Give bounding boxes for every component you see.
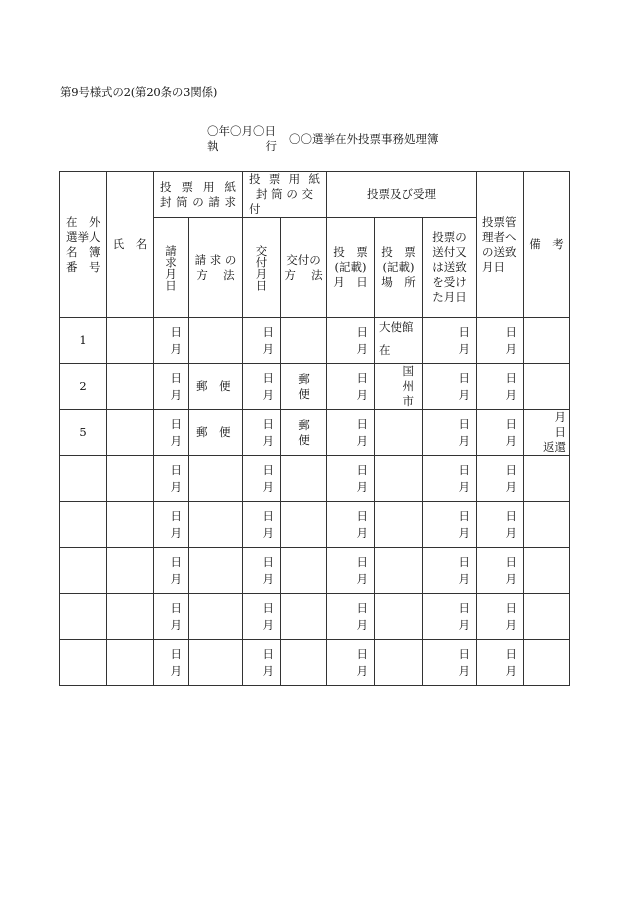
row-delivery-method[interactable] bbox=[281, 318, 327, 364]
row-delivery-date[interactable] bbox=[243, 364, 281, 410]
row-request-method[interactable] bbox=[189, 410, 243, 456]
row-name[interactable] bbox=[107, 594, 154, 640]
header-line: 投 票 用 紙 bbox=[160, 179, 236, 194]
request-date-day-mark: 日 bbox=[170, 324, 182, 339]
vote-date-day-mark: 日 bbox=[356, 324, 368, 339]
remarks-line: 月 bbox=[554, 410, 566, 424]
header-remarks: 備 考 bbox=[524, 172, 570, 318]
row-request-date[interactable] bbox=[154, 410, 189, 456]
row-request-date[interactable] bbox=[154, 548, 189, 594]
row-delivery-date[interactable] bbox=[243, 640, 281, 686]
vote-place-line: 州 bbox=[402, 379, 414, 393]
header-row-1 bbox=[60, 172, 570, 218]
request-date-month-mark: 月 bbox=[170, 479, 182, 494]
header-line: 場 所 bbox=[381, 275, 416, 289]
row-request-date[interactable] bbox=[154, 594, 189, 640]
delivery-of-ballot-month-mark: 月 bbox=[458, 387, 470, 402]
header-line: 投票の bbox=[432, 230, 467, 244]
header-delivery-date-text: 交付月日 bbox=[254, 244, 269, 291]
row-name[interactable] bbox=[107, 410, 154, 456]
row-delivery-date[interactable] bbox=[243, 502, 281, 548]
header-voter-no bbox=[60, 172, 107, 318]
header-request-date bbox=[154, 218, 189, 318]
vote-date-month-mark: 月 bbox=[356, 479, 368, 494]
table-row bbox=[60, 318, 570, 364]
row-sent-to-manager-date[interactable] bbox=[477, 456, 524, 502]
sent-to-manager-day-mark: 日 bbox=[505, 324, 517, 339]
header-line: 送付又 bbox=[432, 245, 467, 259]
header-line: 理者へ bbox=[482, 229, 517, 244]
ledger-table bbox=[59, 171, 570, 686]
row-voter-no[interactable] bbox=[60, 548, 107, 594]
delivery-date-month-mark: 月 bbox=[262, 663, 274, 678]
row-vote-place[interactable] bbox=[375, 548, 423, 594]
sent-to-manager-day-mark: 日 bbox=[505, 600, 517, 615]
request-date-day-mark: 日 bbox=[170, 370, 182, 385]
row-voter-no-text: 5 bbox=[79, 425, 87, 439]
row-vote-date[interactable] bbox=[327, 456, 375, 502]
request-date-month-mark: 月 bbox=[170, 663, 182, 678]
delivery-of-ballot-month-mark: 月 bbox=[458, 479, 470, 494]
delivery-date-day-mark: 日 bbox=[262, 554, 274, 569]
row-vote-place[interactable] bbox=[375, 640, 423, 686]
row-delivery-of-ballot-date[interactable] bbox=[423, 410, 477, 456]
header-line: を受け bbox=[432, 275, 467, 289]
header-vote-receipt-group: 投票及び受理 bbox=[327, 172, 477, 218]
row-vote-place[interactable] bbox=[375, 364, 423, 410]
request-date-month-mark: 月 bbox=[170, 387, 182, 402]
header-line: 封 筒 の 請 求 bbox=[160, 194, 236, 209]
header-line: の送致 bbox=[482, 244, 517, 259]
header-line: 封 筒 の 交 付 bbox=[249, 187, 313, 216]
sent-to-manager-day-mark: 日 bbox=[505, 554, 517, 569]
delivery-of-ballot-day-mark: 日 bbox=[458, 600, 470, 615]
row-remarks[interactable] bbox=[524, 456, 570, 502]
header-line: (記載) bbox=[382, 260, 415, 274]
row-sent-to-manager-date[interactable] bbox=[477, 318, 524, 364]
table-row bbox=[60, 364, 570, 410]
delivery-date-day-mark: 日 bbox=[262, 370, 274, 385]
row-request-date[interactable] bbox=[154, 640, 189, 686]
row-name[interactable] bbox=[107, 456, 154, 502]
row-sent-to-manager-date[interactable] bbox=[477, 548, 524, 594]
delivery-of-ballot-day-mark: 日 bbox=[458, 370, 470, 385]
request-date-month-mark: 月 bbox=[170, 433, 182, 448]
row-delivery-date[interactable] bbox=[243, 318, 281, 364]
row-delivery-method[interactable] bbox=[281, 594, 327, 640]
row-name[interactable] bbox=[107, 318, 154, 364]
delivery-date-month-mark: 月 bbox=[262, 525, 274, 540]
row-voter-no[interactable] bbox=[60, 364, 107, 410]
delivery-of-ballot-day-mark: 日 bbox=[458, 554, 470, 569]
vote-date-month-mark: 月 bbox=[356, 571, 368, 586]
header-line: 月 日 bbox=[333, 275, 368, 289]
row-voter-no[interactable] bbox=[60, 410, 107, 456]
row-delivery-of-ballot-date[interactable] bbox=[423, 502, 477, 548]
sent-to-manager-day-mark: 日 bbox=[505, 416, 517, 431]
delivery-date-month-mark: 月 bbox=[262, 341, 274, 356]
row-delivery-method-text: 郵 便 bbox=[298, 417, 322, 447]
table-row bbox=[60, 456, 570, 502]
row-request-method[interactable] bbox=[189, 318, 243, 364]
request-date-month-mark: 月 bbox=[170, 571, 182, 586]
sent-to-manager-month-mark: 月 bbox=[505, 525, 517, 540]
ledger-body bbox=[60, 318, 570, 686]
form-number: 第9号様式の2(第20条の3関係) bbox=[60, 85, 218, 99]
header-vote-place bbox=[375, 218, 423, 318]
sent-to-manager-day-mark: 日 bbox=[505, 508, 517, 523]
sent-to-manager-month-mark: 月 bbox=[505, 433, 517, 448]
header-voter-no-line: 番 号 bbox=[66, 259, 101, 274]
row-request-method[interactable] bbox=[189, 502, 243, 548]
row-vote-date[interactable] bbox=[327, 548, 375, 594]
delivery-of-ballot-month-mark: 月 bbox=[458, 341, 470, 356]
row-sent-to-manager-date[interactable] bbox=[477, 594, 524, 640]
row-voter-no-text: 2 bbox=[79, 379, 87, 393]
vote-place-country: 在 bbox=[379, 342, 391, 357]
row-voter-no-text: 1 bbox=[79, 333, 87, 347]
row-request-date[interactable] bbox=[154, 364, 189, 410]
vote-date-month-mark: 月 bbox=[356, 617, 368, 632]
row-remarks[interactable] bbox=[524, 548, 570, 594]
row-remarks[interactable] bbox=[524, 410, 570, 456]
delivery-date-day-mark: 日 bbox=[262, 416, 274, 431]
header-delivery-of-ballot bbox=[423, 218, 477, 318]
row-remarks[interactable] bbox=[524, 594, 570, 640]
header-ballot-delivery-group bbox=[243, 172, 327, 218]
table-row bbox=[60, 548, 570, 594]
sent-to-manager-month-mark: 月 bbox=[505, 387, 517, 402]
row-voter-no[interactable] bbox=[60, 456, 107, 502]
row-delivery-of-ballot-date[interactable] bbox=[423, 548, 477, 594]
vote-date-day-mark: 日 bbox=[356, 646, 368, 661]
header-line: 交付の bbox=[286, 252, 321, 267]
row-vote-date[interactable] bbox=[327, 364, 375, 410]
table-row bbox=[60, 410, 570, 456]
row-vote-date[interactable] bbox=[327, 594, 375, 640]
delivery-of-ballot-month-mark: 月 bbox=[458, 433, 470, 448]
vote-date-month-mark: 月 bbox=[356, 525, 368, 540]
delivery-date-day-mark: 日 bbox=[262, 324, 274, 339]
row-remarks[interactable] bbox=[524, 502, 570, 548]
vote-date-month-mark: 月 bbox=[356, 387, 368, 402]
row-request-method[interactable] bbox=[189, 640, 243, 686]
delivery-date-day-mark: 日 bbox=[262, 508, 274, 523]
request-date-day-mark: 日 bbox=[170, 600, 182, 615]
row-vote-date[interactable] bbox=[327, 318, 375, 364]
row-delivery-method[interactable] bbox=[281, 502, 327, 548]
document-title: 〇〇選挙在外投票事務処理簿 bbox=[289, 132, 439, 146]
header-line: 投 票 bbox=[381, 245, 416, 259]
sent-to-manager-month-mark: 月 bbox=[505, 479, 517, 494]
vote-date-month-mark: 月 bbox=[356, 663, 368, 678]
delivery-of-ballot-day-mark: 日 bbox=[458, 324, 470, 339]
row-request-date[interactable] bbox=[154, 456, 189, 502]
delivery-of-ballot-day-mark: 日 bbox=[458, 416, 470, 431]
remarks-line: 返還 bbox=[543, 440, 566, 454]
sent-to-manager-day-mark: 日 bbox=[505, 370, 517, 385]
vote-date-day-mark: 日 bbox=[356, 554, 368, 569]
date-line: 〇年〇月〇日 bbox=[207, 124, 276, 138]
delivery-date-month-mark: 月 bbox=[262, 617, 274, 632]
header-line: 請 求 の bbox=[194, 252, 237, 267]
header-line: 月日 bbox=[482, 259, 505, 274]
table-row bbox=[60, 640, 570, 686]
vote-date-day-mark: 日 bbox=[356, 416, 368, 431]
delivery-of-ballot-day-mark: 日 bbox=[458, 646, 470, 661]
date-block bbox=[207, 124, 277, 154]
row-remarks[interactable] bbox=[524, 318, 570, 364]
delivery-date-day-mark: 日 bbox=[262, 646, 274, 661]
vote-place-line: 市 bbox=[402, 394, 414, 408]
vote-date-day-mark: 日 bbox=[356, 508, 368, 523]
row-delivery-date[interactable] bbox=[243, 548, 281, 594]
vote-place-embassy: 大使館 bbox=[379, 319, 414, 334]
request-date-day-mark: 日 bbox=[170, 462, 182, 477]
execute-char-1: 執 bbox=[207, 139, 219, 153]
row-vote-date[interactable] bbox=[327, 640, 375, 686]
request-date-month-mark: 月 bbox=[170, 341, 182, 356]
vote-date-day-mark: 日 bbox=[356, 370, 368, 385]
row-request-method[interactable] bbox=[189, 594, 243, 640]
request-date-month-mark: 月 bbox=[170, 525, 182, 540]
row-name[interactable] bbox=[107, 548, 154, 594]
execute-label bbox=[207, 139, 277, 154]
header-line: た月日 bbox=[432, 290, 467, 304]
header-line: 投 票 bbox=[333, 245, 368, 259]
header-line: (記載) bbox=[334, 260, 367, 274]
delivery-of-ballot-month-mark: 月 bbox=[458, 525, 470, 540]
request-date-day-mark: 日 bbox=[170, 554, 182, 569]
delivery-of-ballot-day-mark: 日 bbox=[458, 462, 470, 477]
delivery-date-month-mark: 月 bbox=[262, 479, 274, 494]
header-voter-no-line: 在 外 bbox=[66, 214, 101, 229]
row-delivery-date[interactable] bbox=[243, 456, 281, 502]
row-remarks[interactable] bbox=[524, 364, 570, 410]
row-voter-no[interactable] bbox=[60, 594, 107, 640]
header-name: 氏 名 bbox=[107, 172, 154, 318]
row-request-method[interactable] bbox=[189, 364, 243, 410]
sent-to-manager-month-mark: 月 bbox=[505, 341, 517, 356]
header-voter-no-line: 選挙人 bbox=[66, 229, 101, 244]
header-line: 方 法 bbox=[196, 267, 235, 282]
header-delivery-method bbox=[281, 218, 327, 318]
vote-date-day-mark: 日 bbox=[356, 600, 368, 615]
sent-to-manager-day-mark: 日 bbox=[505, 462, 517, 477]
header-request-method bbox=[189, 218, 243, 318]
row-voter-no[interactable] bbox=[60, 318, 107, 364]
header-line: 方 法 bbox=[284, 267, 323, 282]
sent-to-manager-day-mark: 日 bbox=[505, 646, 517, 661]
header-delivery-date bbox=[243, 218, 281, 318]
delivery-date-month-mark: 月 bbox=[262, 387, 274, 402]
row-sent-to-manager-date[interactable] bbox=[477, 364, 524, 410]
row-delivery-method-text: 郵 便 bbox=[298, 371, 322, 401]
request-date-day-mark: 日 bbox=[170, 416, 182, 431]
row-delivery-of-ballot-date[interactable] bbox=[423, 456, 477, 502]
row-voter-no[interactable] bbox=[60, 502, 107, 548]
row-vote-place[interactable] bbox=[375, 410, 423, 456]
vote-place-line: 国 bbox=[402, 364, 414, 378]
row-voter-no[interactable] bbox=[60, 640, 107, 686]
row-delivery-of-ballot-date[interactable] bbox=[423, 594, 477, 640]
row-delivery-method[interactable] bbox=[281, 364, 327, 410]
delivery-of-ballot-month-mark: 月 bbox=[458, 571, 470, 586]
request-date-month-mark: 月 bbox=[170, 617, 182, 632]
sent-to-manager-month-mark: 月 bbox=[505, 571, 517, 586]
row-request-method-text: 郵 便 bbox=[196, 425, 231, 439]
row-delivery-of-ballot-date[interactable] bbox=[423, 640, 477, 686]
row-sent-to-manager-date[interactable] bbox=[477, 410, 524, 456]
row-delivery-method[interactable] bbox=[281, 548, 327, 594]
header-line: は送致 bbox=[432, 260, 467, 274]
delivery-of-ballot-day-mark: 日 bbox=[458, 508, 470, 523]
request-date-day-mark: 日 bbox=[170, 646, 182, 661]
row-vote-date[interactable] bbox=[327, 502, 375, 548]
row-delivery-date[interactable] bbox=[243, 594, 281, 640]
row-request-method-text: 郵 便 bbox=[196, 379, 231, 393]
table-row bbox=[60, 502, 570, 548]
vote-date-month-mark: 月 bbox=[356, 433, 368, 448]
row-name[interactable] bbox=[107, 640, 154, 686]
delivery-of-ballot-month-mark: 月 bbox=[458, 617, 470, 632]
sent-to-manager-month-mark: 月 bbox=[505, 663, 517, 678]
row-sent-to-manager-date[interactable] bbox=[477, 640, 524, 686]
vote-date-month-mark: 月 bbox=[356, 341, 368, 356]
row-request-method[interactable] bbox=[189, 548, 243, 594]
row-delivery-method[interactable] bbox=[281, 456, 327, 502]
header-sent-to-manager bbox=[477, 172, 524, 318]
row-delivery-date[interactable] bbox=[243, 410, 281, 456]
row-vote-place[interactable] bbox=[375, 594, 423, 640]
row-vote-place[interactable] bbox=[375, 318, 423, 364]
remarks-line: 日 bbox=[554, 425, 566, 439]
row-vote-place[interactable] bbox=[375, 456, 423, 502]
row-vote-place[interactable] bbox=[375, 502, 423, 548]
header-ballot-request-group bbox=[154, 172, 243, 218]
row-delivery-of-ballot-date[interactable] bbox=[423, 364, 477, 410]
header-request-date-text: 請求月日 bbox=[164, 244, 178, 291]
row-request-date[interactable] bbox=[154, 502, 189, 548]
request-date-day-mark: 日 bbox=[170, 508, 182, 523]
row-name[interactable] bbox=[107, 364, 154, 410]
delivery-date-day-mark: 日 bbox=[262, 462, 274, 477]
header-vote-date bbox=[327, 218, 375, 318]
row-name[interactable] bbox=[107, 502, 154, 548]
delivery-date-month-mark: 月 bbox=[262, 433, 274, 448]
row-delivery-of-ballot-date[interactable] bbox=[423, 318, 477, 364]
vote-date-day-mark: 日 bbox=[356, 462, 368, 477]
table-row bbox=[60, 594, 570, 640]
delivery-of-ballot-month-mark: 月 bbox=[458, 663, 470, 678]
delivery-date-day-mark: 日 bbox=[262, 600, 274, 615]
row-request-method[interactable] bbox=[189, 456, 243, 502]
execute-char-2: 行 bbox=[265, 139, 277, 153]
header-line: 投 票 用 紙 bbox=[249, 172, 320, 186]
row-request-date[interactable] bbox=[154, 318, 189, 364]
delivery-date-month-mark: 月 bbox=[262, 571, 274, 586]
row-sent-to-manager-date[interactable] bbox=[477, 502, 524, 548]
header-voter-no-line: 名 簿 bbox=[66, 244, 101, 259]
row-remarks[interactable] bbox=[524, 640, 570, 686]
row-delivery-method[interactable] bbox=[281, 640, 327, 686]
row-delivery-method[interactable] bbox=[281, 410, 327, 456]
header-line: 投票管 bbox=[482, 214, 517, 229]
row-vote-date[interactable] bbox=[327, 410, 375, 456]
sent-to-manager-month-mark: 月 bbox=[505, 617, 517, 632]
